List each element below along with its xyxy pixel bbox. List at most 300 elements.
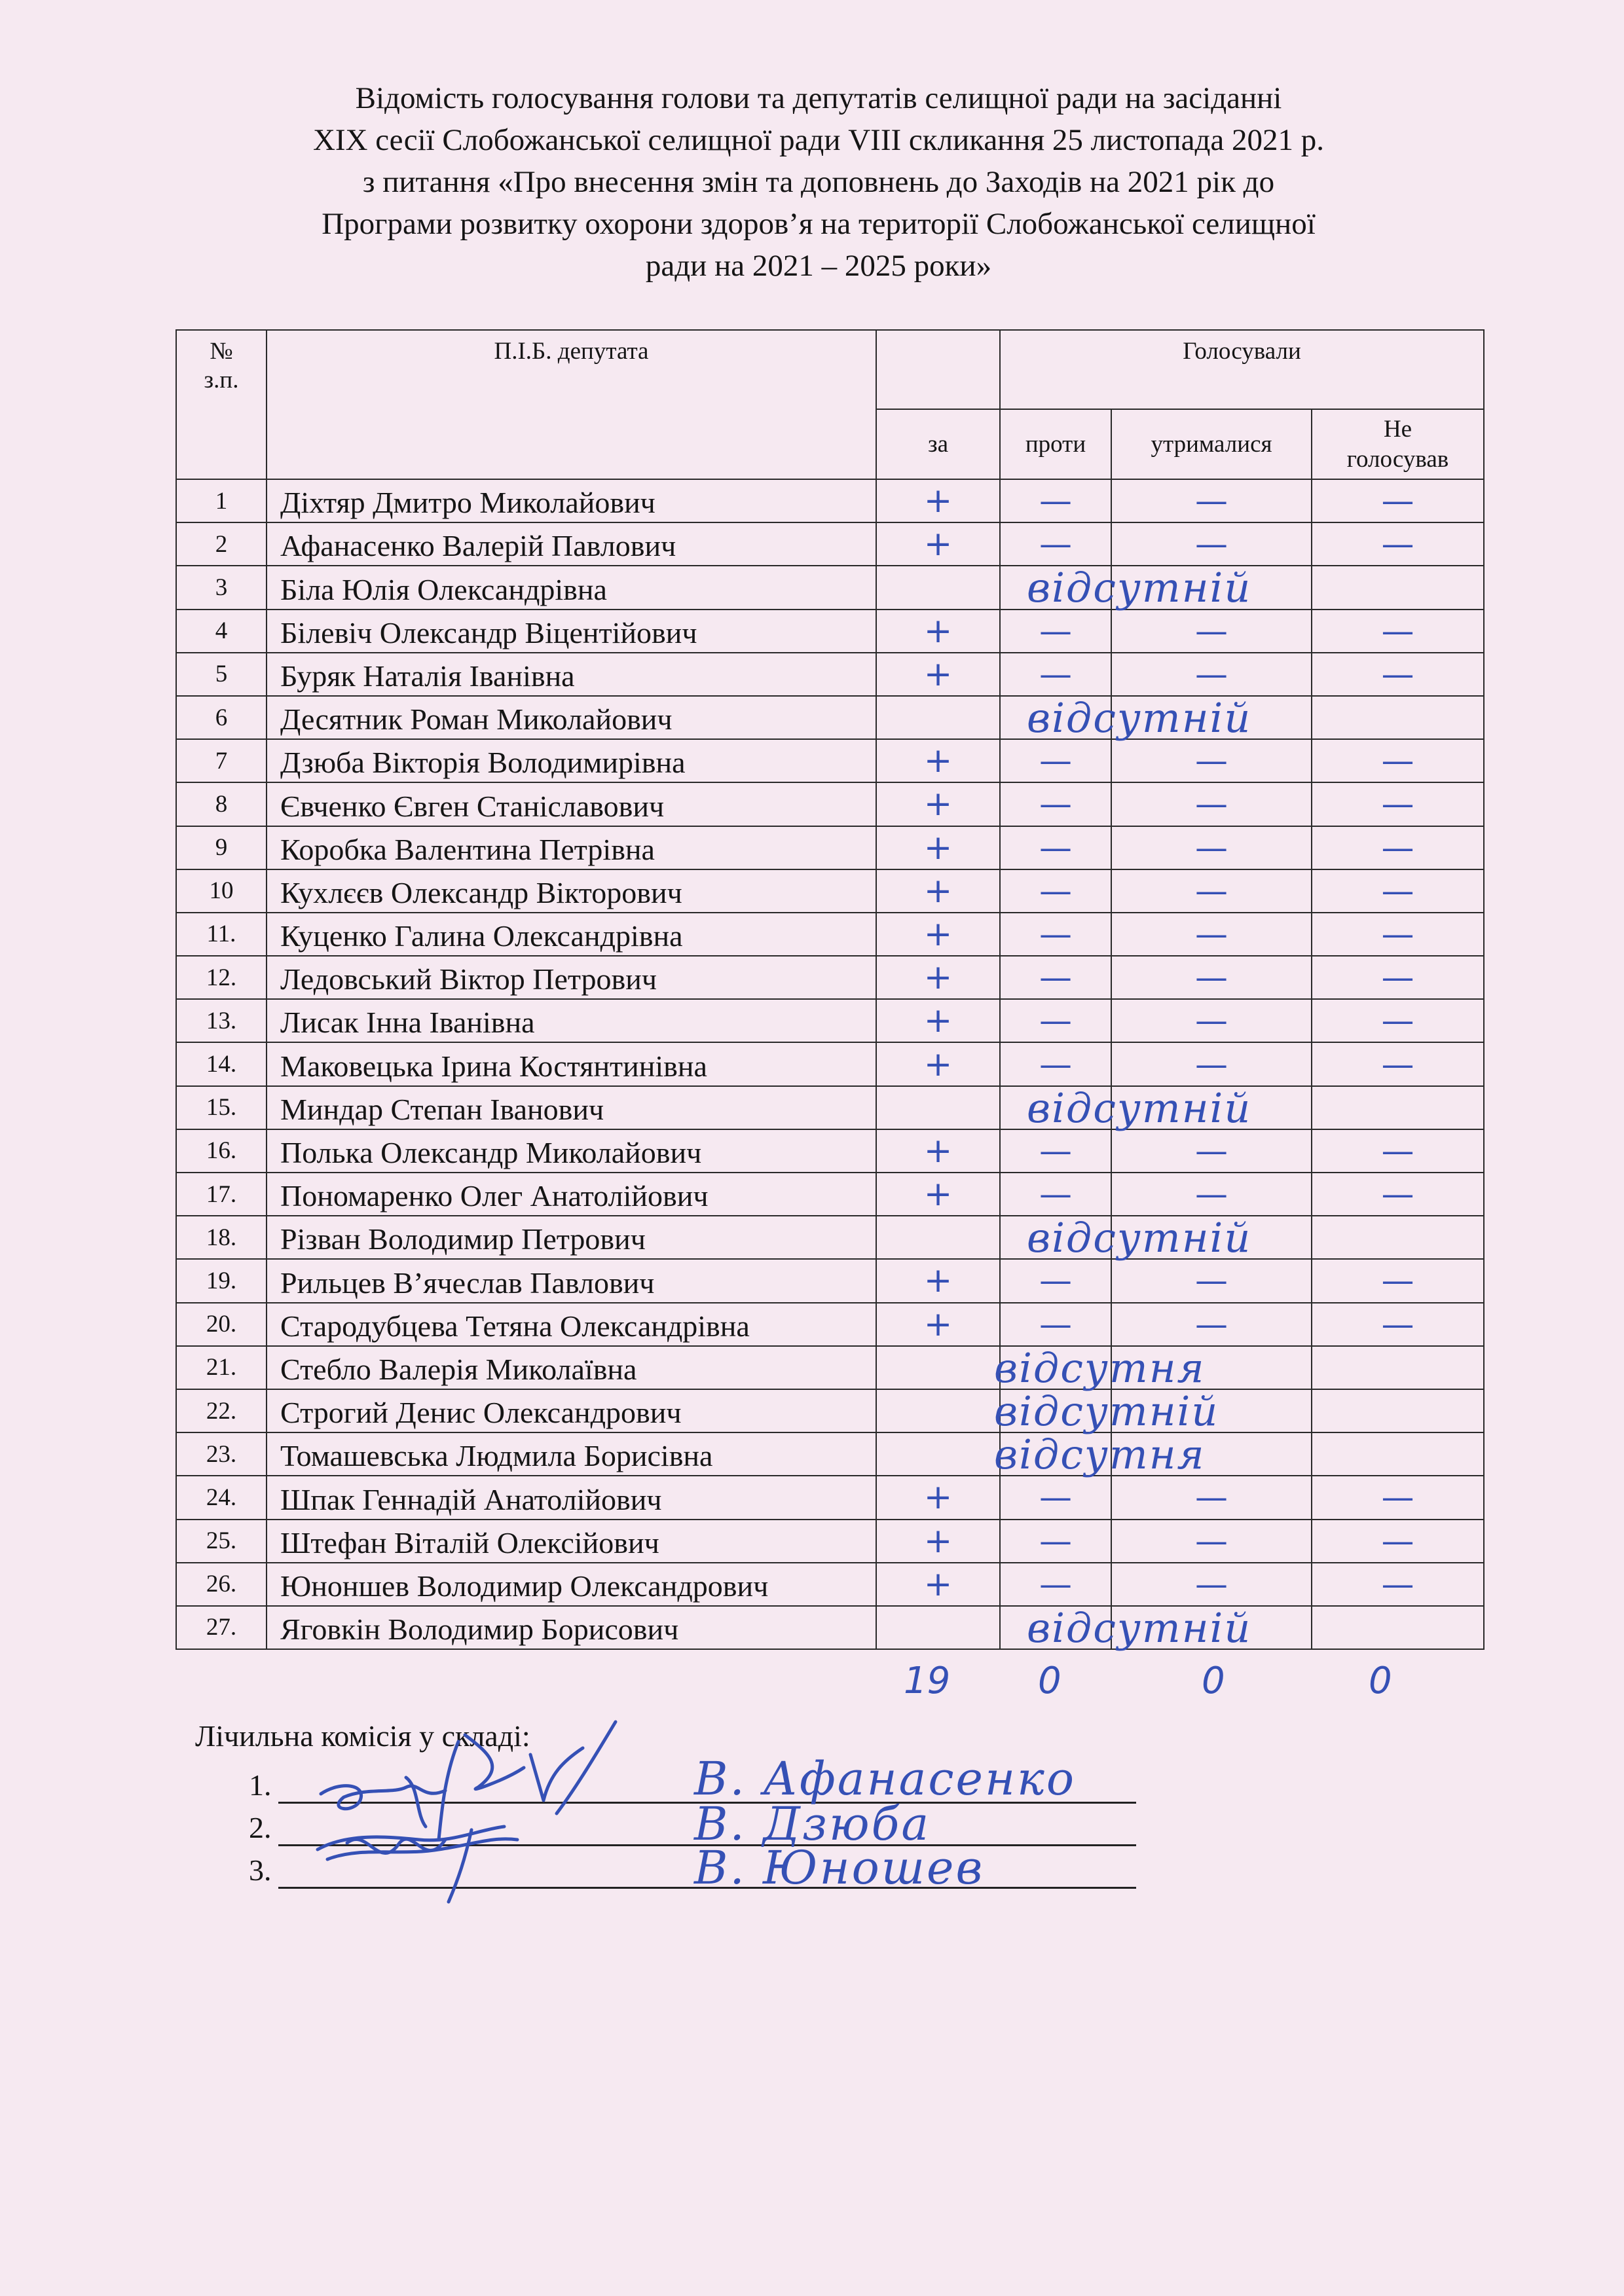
vote-for-cell [876, 1563, 1000, 1606]
vote-against-mark: — [1039, 958, 1072, 997]
vote-abstain-cell [1111, 1520, 1312, 1563]
vote-not-voted-cell [1312, 869, 1484, 913]
vote-abstain-cell [1111, 739, 1312, 782]
vote-against-mark: — [1039, 525, 1072, 564]
vote-for-cell [876, 1173, 1000, 1216]
vote-for-cell [876, 1432, 1000, 1476]
vote-against-mark: — [1039, 785, 1072, 824]
vote-for-mark: + [923, 914, 953, 954]
vote-abstain-cell [1111, 782, 1312, 826]
vote-not-voted-cell [1312, 1520, 1484, 1563]
vote-not-voted-cell [1312, 1346, 1484, 1389]
voting-table-body [176, 479, 1484, 1652]
vote-abstain-cell [1111, 566, 1312, 609]
vote-against-cell [1000, 913, 1111, 956]
vote-for-cell [876, 999, 1000, 1042]
title-line-2: XIX сесії Слобожанської селищної ради VIII скликання 25 листопада 2021 р. [312, 123, 1325, 157]
vote-for-cell [876, 956, 1000, 999]
vote-abstain-cell [1111, 1173, 1312, 1216]
title-line-3: з питання «Про внесення змін та доповнень до Заходів на 2021 рік до [362, 165, 1275, 199]
vote-abstain-mark: — [1195, 958, 1228, 997]
table-row [176, 1216, 1484, 1259]
vote-abstain-cell [1111, 522, 1312, 566]
title-line-4: Програми розвитку охорони здоров’я на території Слобожанської селищної [322, 207, 1316, 241]
commission-label: Лічильна комісія у складі: [195, 1719, 530, 1753]
vote-for-mark: + [923, 958, 953, 998]
deputy-name: Яговкін Володимир Борисович [267, 1606, 876, 1649]
vote-against-mark: — [1039, 1565, 1072, 1603]
vote-not-voted-cell [1312, 782, 1484, 826]
vote-for-mark: + [923, 1521, 953, 1561]
vote-for-mark: + [923, 1001, 953, 1041]
vote-against-cell [994, 1387, 1219, 1435]
vote-against-cell [1000, 1603, 1252, 1652]
table-row [176, 782, 1484, 826]
vote-for-mark: + [923, 654, 953, 694]
vote-abstain-mark: — [1195, 1565, 1228, 1603]
vote-not-voted-cell [1312, 999, 1484, 1042]
absent-note: відсутній [1027, 1214, 1252, 1262]
table-row [176, 1563, 1484, 1606]
row-number: 21. [176, 1346, 267, 1389]
vote-abstain-cell [1111, 1346, 1312, 1389]
vote-not-voted-mark: — [1381, 871, 1414, 910]
deputy-name: Юноншев Володимир Олександрович [267, 1563, 876, 1606]
absent-note: відсутній [994, 1387, 1219, 1435]
deputy-name: Строгий Денис Олександрович [267, 1389, 876, 1432]
vote-not-voted-cell [1312, 696, 1484, 739]
table-row [176, 1432, 1484, 1476]
vote-for-mark: + [923, 828, 953, 867]
vote-abstain-cell [1111, 1303, 1312, 1346]
vote-abstain-mark: — [1195, 915, 1228, 953]
row-number: 7 [176, 739, 267, 782]
vote-for-cell [876, 1476, 1000, 1519]
vote-for-mark: + [923, 481, 953, 521]
vote-abstain-mark: — [1195, 1522, 1228, 1560]
vote-for-mark: + [923, 871, 953, 911]
deputy-name: Томашевська Людмила Борисівна [267, 1432, 876, 1476]
deputy-name: Лисак Інна Іванівна [267, 999, 876, 1042]
vote-for-mark: + [923, 1478, 953, 1518]
vote-against-cell [1000, 1214, 1252, 1262]
table-row [176, 1259, 1484, 1302]
table-row [176, 1476, 1484, 1519]
signed-name-2: В. Дзюба [694, 1797, 931, 1851]
vote-against-cell [1000, 782, 1111, 826]
vote-for-cell [876, 869, 1000, 913]
vote-for-cell [876, 1520, 1000, 1563]
vote-for-mark: + [923, 1261, 953, 1301]
vote-against-mark: — [1039, 871, 1072, 910]
vote-for-mark: + [923, 1131, 953, 1171]
vote-abstain-mark: — [1195, 525, 1228, 564]
row-number: 26. [176, 1563, 267, 1606]
vote-against-cell [1000, 1520, 1111, 1563]
vote-for-cell [876, 610, 1000, 653]
signature-scribbles [308, 1715, 648, 1912]
commission-number-2: 2. [249, 1811, 272, 1844]
absent-note: відсутній [1027, 1084, 1252, 1132]
vote-not-voted-mark: — [1381, 611, 1414, 650]
vote-abstain-cell [1111, 1606, 1312, 1649]
vote-not-voted-cell [1312, 1129, 1484, 1173]
vote-not-voted-mark: — [1381, 1522, 1414, 1560]
vote-abstain-cell [1111, 999, 1312, 1042]
vote-against-mark: — [1039, 1045, 1072, 1084]
vote-against-mark: — [1039, 655, 1072, 693]
vote-for-cell [876, 479, 1000, 522]
vote-against-mark: — [1039, 1131, 1072, 1170]
row-number: 20. [176, 1303, 267, 1346]
table-row [176, 1520, 1484, 1563]
vote-abstain-cell [1111, 1476, 1312, 1519]
vote-abstain-cell [1111, 869, 1312, 913]
vote-not-voted-cell [1312, 1042, 1484, 1085]
deputy-name: Кухлєєв Олександр Вікторович [267, 869, 876, 913]
table-row [176, 869, 1484, 913]
title-line-1: Відомість голосування голови та депутатів селищної ради на засіданні [355, 81, 1282, 115]
table-row [176, 956, 1484, 999]
deputy-name: Рильцев В’ячеслав Павлович [267, 1259, 876, 1302]
vote-against-mark: — [1039, 1305, 1072, 1343]
vote-not-voted-cell [1312, 653, 1484, 696]
signed-name-3: В. Юношев [694, 1841, 985, 1895]
vote-for-cell [876, 1086, 1000, 1129]
vote-not-voted-mark: — [1381, 525, 1414, 564]
header-for: за [876, 409, 1000, 479]
deputy-name: Коробка Валентина Петрівна [267, 826, 876, 869]
table-row [176, 1129, 1484, 1173]
vote-against-cell [1000, 1129, 1111, 1173]
vote-against-cell [1000, 1173, 1111, 1216]
vote-against-mark: — [1039, 828, 1072, 867]
row-number: 24. [176, 1476, 267, 1519]
header-not-voted: Не голосував [1312, 409, 1484, 479]
vote-abstain-cell [1111, 696, 1312, 739]
vote-not-voted-cell [1312, 1173, 1484, 1216]
vote-abstain-cell [1111, 1042, 1312, 1085]
vote-abstain-mark: — [1195, 871, 1228, 910]
vote-against-mark: — [1039, 1175, 1072, 1214]
table-row [176, 610, 1484, 653]
row-number: 4 [176, 610, 267, 653]
vote-against-cell [1000, 956, 1111, 999]
header-voted: Голосували [1000, 330, 1484, 409]
row-number: 10 [176, 869, 267, 913]
vote-abstain-mark: — [1195, 1478, 1228, 1517]
vote-not-voted-mark: — [1381, 958, 1414, 997]
deputy-name: Десятник Роман Миколайович [267, 696, 876, 739]
vote-not-voted-mark: — [1381, 785, 1414, 824]
vote-for-cell [876, 1389, 1000, 1432]
vote-abstain-cell [1111, 1216, 1312, 1259]
total-for: 19 [904, 1660, 951, 1702]
total-not-voted: 0 [1369, 1660, 1392, 1702]
deputy-name: Ледовський Віктор Петрович [267, 956, 876, 999]
vote-not-voted-mark: — [1381, 655, 1414, 693]
vote-not-voted-mark: — [1381, 1002, 1414, 1040]
vote-for-cell [876, 1606, 1000, 1649]
total-abstain: 0 [1202, 1660, 1225, 1702]
vote-for-mark: + [923, 1564, 953, 1604]
vote-for-cell [876, 1259, 1000, 1302]
table-row [176, 913, 1484, 956]
vote-against-mark: — [1039, 1478, 1072, 1517]
vote-against-cell [1000, 1303, 1111, 1346]
vote-not-voted-cell [1312, 1563, 1484, 1606]
table-row [176, 479, 1484, 522]
vote-abstain-mark: — [1195, 1262, 1228, 1300]
row-number: 13. [176, 999, 267, 1042]
vote-abstain-mark: — [1195, 1045, 1228, 1084]
absent-note: відсутній [1027, 1603, 1252, 1652]
vote-against-mark: — [1039, 611, 1072, 650]
vote-abstain-mark: — [1195, 828, 1228, 867]
deputy-name: Афанасенко Валерій Павлович [267, 522, 876, 566]
vote-not-voted-cell [1312, 1389, 1484, 1432]
vote-for-mark: + [923, 524, 953, 564]
vote-against-cell [1000, 1476, 1111, 1519]
table-row [176, 1086, 1484, 1129]
header-deputy-name: П.І.Б. депутата [267, 330, 876, 479]
vote-against-cell [994, 1430, 1206, 1479]
vote-abstain-cell [1111, 826, 1312, 869]
absent-note: відсутня [994, 1343, 1206, 1392]
table-row [176, 739, 1484, 782]
vote-against-cell [1000, 479, 1111, 522]
vote-against-cell [1000, 1084, 1252, 1132]
row-number: 12. [176, 956, 267, 999]
vote-abstain-cell [1111, 1086, 1312, 1129]
commission-number-3: 3. [249, 1853, 272, 1887]
table-row [176, 1173, 1484, 1216]
vote-for-cell [876, 826, 1000, 869]
table-row [176, 696, 1484, 739]
vote-not-voted-mark: — [1381, 828, 1414, 867]
vote-abstain-cell [1111, 610, 1312, 653]
table-row [176, 522, 1484, 566]
vote-not-voted-mark: — [1381, 1175, 1414, 1214]
deputy-name: Пономаренко Олег Анатолійович [267, 1173, 876, 1216]
vote-abstain-mark: — [1195, 655, 1228, 693]
row-number: 22. [176, 1389, 267, 1432]
vote-abstain-mark: — [1195, 1305, 1228, 1343]
vote-abstain-mark: — [1195, 1175, 1228, 1214]
vote-not-voted-cell [1312, 913, 1484, 956]
vote-against-cell [1000, 1259, 1111, 1302]
vote-against-cell [1000, 869, 1111, 913]
vote-against-cell [1000, 653, 1111, 696]
vote-not-voted-cell [1312, 1432, 1484, 1476]
vote-not-voted-mark: — [1381, 1262, 1414, 1300]
row-number: 5 [176, 653, 267, 696]
signed-name-1: В. Афанасенко [694, 1752, 1077, 1806]
absent-note: відсутній [1027, 693, 1252, 742]
vote-abstain-cell [1111, 1563, 1312, 1606]
table-row [176, 566, 1484, 609]
vote-for-cell [876, 913, 1000, 956]
vote-for-cell [876, 1346, 1000, 1389]
row-number: 27. [176, 1606, 267, 1649]
deputy-name: Стебло Валерія Миколаївна [267, 1346, 876, 1389]
vote-for-cell [876, 1129, 1000, 1173]
vote-abstain-mark: — [1195, 1002, 1228, 1040]
vote-against-cell [1000, 739, 1111, 782]
vote-for-mark: + [923, 611, 953, 651]
row-number: 19. [176, 1259, 267, 1302]
deputy-name: Шпак Геннадій Анатолійович [267, 1476, 876, 1519]
vote-against-cell [1000, 1563, 1111, 1606]
vote-not-voted-mark: — [1381, 1131, 1414, 1170]
deputy-name: Біла Юлія Олександрівна [267, 566, 876, 609]
vote-abstain-cell [1111, 956, 1312, 999]
vote-not-voted-cell [1312, 1259, 1484, 1302]
vote-abstain-cell [1111, 479, 1312, 522]
vote-for-cell [876, 782, 1000, 826]
deputy-name: Різван Володимир Петрович [267, 1216, 876, 1259]
deputy-name: Миндар Степан Іванович [267, 1086, 876, 1129]
vote-abstain-cell [1111, 653, 1312, 696]
row-number: 15. [176, 1086, 267, 1129]
vote-for-cell [876, 653, 1000, 696]
vote-abstain-cell [1111, 1129, 1312, 1173]
vote-abstain-mark: — [1195, 785, 1228, 824]
deputy-name: Дзюба Вікторія Володимирівна [267, 739, 876, 782]
table-row [176, 1606, 1484, 1649]
row-number: 14. [176, 1042, 267, 1085]
vote-against-cell [1000, 826, 1111, 869]
deputy-name: Діхтяр Дмитро Миколайович [267, 479, 876, 522]
row-number: 2 [176, 522, 267, 566]
vote-for-mark: + [923, 741, 953, 781]
vote-against-mark: — [1039, 1002, 1072, 1040]
total-against: 0 [1038, 1660, 1061, 1702]
vote-abstain-cell [1111, 1259, 1312, 1302]
row-number: 1 [176, 479, 267, 522]
header-abstain: утрималися [1111, 409, 1312, 479]
voting-table [175, 329, 1485, 1650]
vote-against-cell [1000, 610, 1111, 653]
vote-not-voted-cell [1312, 1303, 1484, 1346]
table-row [176, 826, 1484, 869]
vote-not-voted-mark: — [1381, 1565, 1414, 1603]
deputy-name: Маковецька Ірина Костянтинівна [267, 1042, 876, 1085]
vote-for-cell [876, 522, 1000, 566]
vote-against-cell [1000, 564, 1252, 612]
absent-note: відсутній [1027, 564, 1252, 612]
table-row [176, 653, 1484, 696]
commission-number-1: 1. [249, 1768, 272, 1802]
vote-not-voted-cell [1312, 739, 1484, 782]
vote-abstain-mark: — [1195, 742, 1228, 780]
header-against: проти [1000, 409, 1111, 479]
vote-for-mark: + [923, 1304, 953, 1344]
table-row [176, 1303, 1484, 1346]
vote-not-voted-cell [1312, 1606, 1484, 1649]
header-empty-cell [876, 330, 1000, 409]
row-number: 17. [176, 1173, 267, 1216]
vote-against-mark: — [1039, 1522, 1072, 1560]
row-number: 25. [176, 1520, 267, 1563]
vote-not-voted-mark: — [1381, 482, 1414, 520]
row-number: 6 [176, 696, 267, 739]
header-number: № з.п. [176, 330, 267, 479]
row-number: 18. [176, 1216, 267, 1259]
deputy-name: Штефан Віталій Олексійович [267, 1520, 876, 1563]
deputy-name: Євченко Євген Станіславович [267, 782, 876, 826]
vote-not-voted-cell [1312, 826, 1484, 869]
vote-for-cell [876, 696, 1000, 739]
vote-not-voted-cell [1312, 610, 1484, 653]
vote-for-cell [876, 1042, 1000, 1085]
vote-abstain-cell [1111, 1389, 1312, 1432]
vote-against-mark: — [1039, 482, 1072, 520]
vote-abstain-mark: — [1195, 611, 1228, 650]
vote-against-mark: — [1039, 742, 1072, 780]
deputy-name: Білевіч Олександр Віцентійович [267, 610, 876, 653]
row-number: 9 [176, 826, 267, 869]
vote-for-mark: + [923, 784, 953, 824]
vote-not-voted-cell [1312, 479, 1484, 522]
vote-abstain-mark: — [1195, 482, 1228, 520]
vote-abstain-cell [1111, 1432, 1312, 1476]
vote-abstain-mark: — [1195, 1131, 1228, 1170]
vote-not-voted-cell [1312, 522, 1484, 566]
table-row [176, 1042, 1484, 1085]
vote-not-voted-cell [1312, 956, 1484, 999]
vote-for-cell [876, 566, 1000, 609]
vote-against-cell [1000, 1042, 1111, 1085]
deputy-name: Буряк Наталія Іванівна [267, 653, 876, 696]
vote-not-voted-cell [1312, 1086, 1484, 1129]
table-row [176, 1389, 1484, 1432]
vote-for-cell [876, 1303, 1000, 1346]
vote-against-mark: — [1039, 1262, 1072, 1300]
vote-not-voted-mark: — [1381, 1045, 1414, 1084]
vote-not-voted-mark: — [1381, 1478, 1414, 1517]
vote-not-voted-mark: — [1381, 742, 1414, 780]
row-number: 8 [176, 782, 267, 826]
title-line-5: ради на 2021 – 2025 роки» [645, 249, 992, 283]
vote-for-cell [876, 1216, 1000, 1259]
vote-for-mark: + [923, 1044, 953, 1084]
row-number: 23. [176, 1432, 267, 1476]
vote-for-cell [876, 739, 1000, 782]
vote-not-voted-cell [1312, 1216, 1484, 1259]
deputy-name: Полька Олександр Миколайович [267, 1129, 876, 1173]
vote-not-voted-mark: — [1381, 915, 1414, 953]
vote-not-voted-cell [1312, 566, 1484, 609]
deputy-name: Стародубцева Тетяна Олександрівна [267, 1303, 876, 1346]
vote-against-cell [1000, 522, 1111, 566]
table-row [176, 1346, 1484, 1389]
table-row [176, 999, 1484, 1042]
deputy-name: Куценко Галина Олександрівна [267, 913, 876, 956]
row-number: 16. [176, 1129, 267, 1173]
vote-against-cell [1000, 999, 1111, 1042]
vote-abstain-cell [1111, 913, 1312, 956]
absent-note: відсутня [994, 1430, 1206, 1479]
row-number: 3 [176, 566, 267, 609]
vote-against-mark: — [1039, 915, 1072, 953]
vote-for-mark: + [923, 1175, 953, 1214]
vote-against-cell [994, 1343, 1206, 1392]
vote-not-voted-mark: — [1381, 1305, 1414, 1343]
row-number: 11. [176, 913, 267, 956]
vote-not-voted-cell [1312, 1476, 1484, 1519]
vote-against-cell [1000, 693, 1252, 742]
